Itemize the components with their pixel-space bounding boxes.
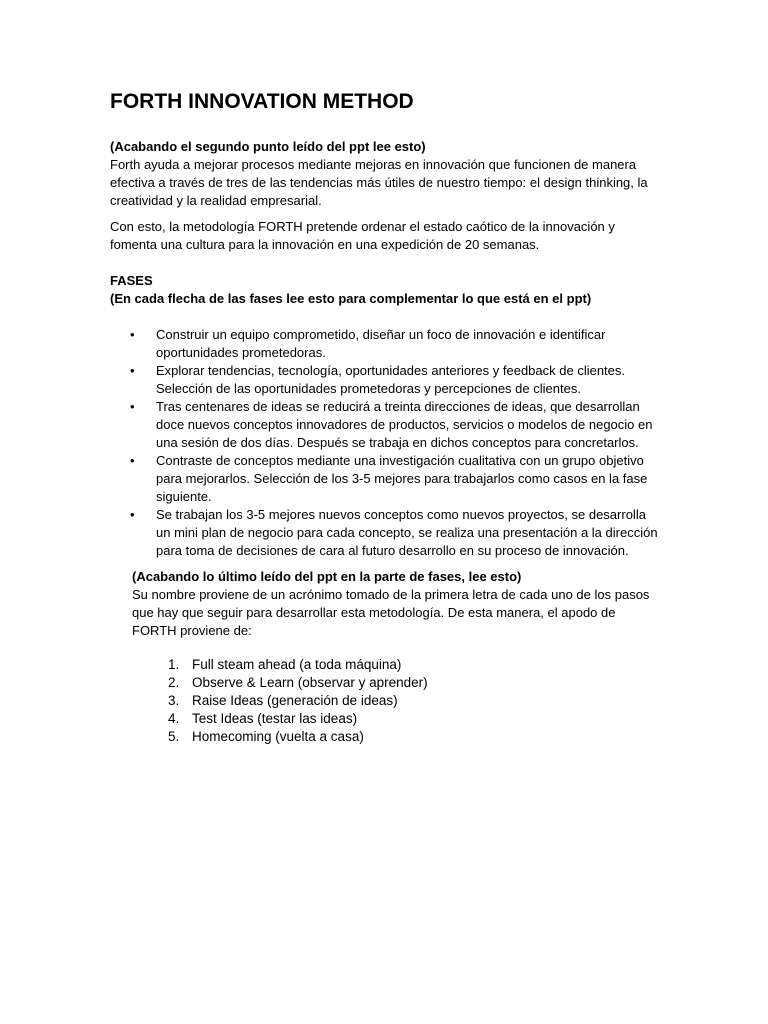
list-item <box>110 728 662 746</box>
list-item <box>110 692 662 710</box>
list-item <box>110 362 662 398</box>
phases-heading: FASES <box>110 273 153 288</box>
list-number: 3. <box>168 693 180 708</box>
phases-list <box>110 326 662 560</box>
list-item <box>110 656 662 674</box>
document-title: FORTH INNOVATION METHOD <box>110 90 414 113</box>
list-item <box>110 674 662 692</box>
phase-text: Explorar tendencias, tecnología, oportunidades anteriores y feedback de clientes. Selección de las oportunidades prometedoras y percepciones de clientes. <box>156 363 626 396</box>
list-item <box>110 398 662 452</box>
list-number: 5. <box>168 729 180 744</box>
list-item <box>110 326 662 362</box>
list-item <box>110 710 662 728</box>
bullet-icon: • <box>130 399 135 414</box>
list-number: 4. <box>168 711 180 726</box>
list-item <box>110 506 662 560</box>
document-body <box>110 88 662 746</box>
acronym-text: Full steam ahead (a toda máquina) <box>192 657 402 672</box>
bullet-icon: • <box>130 327 135 342</box>
intro-note: (Acabando el segundo punto leído del ppt lee esto) <box>110 139 426 154</box>
intro-paragraph-1: Forth ayuda a mejorar procesos mediante mejoras en innovación que funcionen de manera efectiva a través de tres de las tendencias más útiles de nuestro tiempo: el design thinking, la creatividad y la realidad empresarial. <box>110 157 648 208</box>
list-item <box>110 452 662 506</box>
list-number: 1. <box>168 657 180 672</box>
acronym-list <box>110 656 662 746</box>
acronym-text: Raise Ideas (generación de ideas) <box>192 693 398 708</box>
bullet-icon: • <box>130 363 135 378</box>
phase-text: Construir un equipo comprometido, diseñar un foco de innovación e identificar oportunidades prometedoras. <box>156 327 606 360</box>
phase-text: Tras centenares de ideas se reducirá a treinta direcciones de ideas, que desarrollan doce nuevos conceptos innovadores de productos, servicios o modelos de negocio en una sesión de dos días. Después se trabaja en dichos conceptos para concretarlos. <box>156 399 653 450</box>
closing-note: (Acabando lo último leído del ppt en la parte de fases, lee esto) <box>132 569 522 584</box>
acronym-text: Homecoming (vuelta a casa) <box>192 729 364 744</box>
closing-section <box>132 568 662 640</box>
list-number: 2. <box>168 675 180 690</box>
phases-note: (En cada flecha de las fases lee esto para complementar lo que está en el ppt) <box>110 291 592 306</box>
closing-paragraph: Su nombre proviene de un acrónimo tomado de la primera letra de cada uno de los pasos que hay que seguir para desarrollar esta metodología. De esta manera, el apodo de FORTH proviene de: <box>132 587 650 638</box>
acronym-text: Observe & Learn (observar y aprender) <box>192 675 428 690</box>
bullet-icon: • <box>130 453 135 468</box>
intro-paragraph-2: Con esto, la metodología FORTH pretende ordenar el estado caótico de la innovación y fomenta una cultura para la innovación en una expedición de 20 semanas. <box>110 219 615 252</box>
acronym-text: Test Ideas (testar las ideas) <box>192 711 358 726</box>
phase-text: Se trabajan los 3-5 mejores nuevos conceptos como nuevos proyectos, se desarrolla un mini plan de negocio para cada concepto, se realiza una presentación a la dirección para toma de decisiones de cara al futuro desarrollo en su proceso de innovación. <box>156 507 658 558</box>
bullet-icon: • <box>130 507 135 522</box>
phase-text: Contraste de conceptos mediante una investigación cualitativa con un grupo objetivo para mejorarlos. Selección de los 3-5 mejores para trabajarlos como casos en la fase siguiente. <box>156 453 648 504</box>
